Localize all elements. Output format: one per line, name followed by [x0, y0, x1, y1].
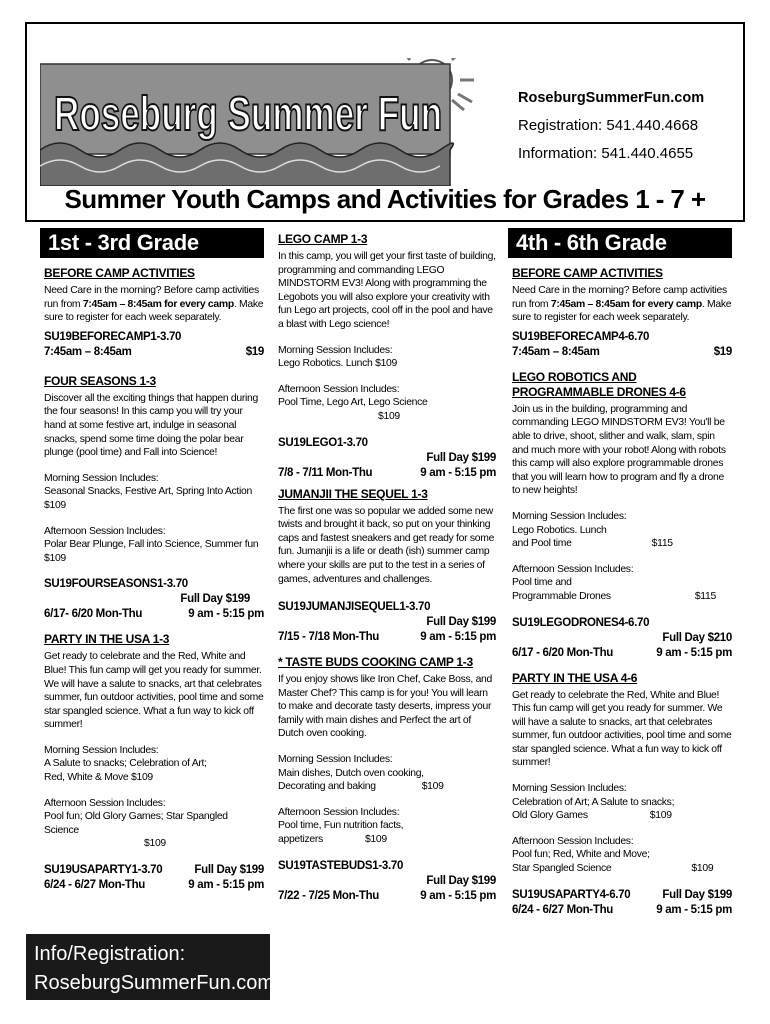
course-code: SU19JUMANJISEQUEL1-3.70 — [278, 601, 431, 614]
session-items: Pool fun; Old Glory Games; Star Spangled Science — [44, 811, 228, 836]
section-text: In this camp, you will get your first taste of building, programming and commanding LEGO MINDSTORM EV3! Along with programming the Legobots you will also explore your creativity with fun Lego art projects, cool off in the pool and have a blast with Lego science! — [278, 251, 496, 330]
session-items: Seasonal Snacks, Festive Art, Spring Into Action — [44, 486, 252, 498]
dates-row: 6/17- 6/20 Mon-Thu 9 am - 5:15 pm — [44, 608, 264, 621]
column-grades-1-3 — [44, 228, 264, 893]
roseburg-summer-fun-logo — [40, 58, 480, 186]
session-label: Morning Session Includes: — [44, 472, 159, 484]
session-items: appetizers $109 — [278, 834, 387, 846]
course-code: SU19FOURSEASONS1-3.70 — [44, 578, 188, 591]
course-code: SU19LEGO1-3.70 — [278, 436, 368, 449]
session-items: Star Spangled Science $109 — [512, 863, 714, 875]
session-price: $109 — [144, 838, 166, 850]
session-items: Decorating and baking $109 — [278, 781, 444, 793]
section-title: LEGO CAMP 1-3 — [278, 232, 368, 246]
session-price: $109 — [44, 499, 66, 511]
session-label: Afternoon Session Includes: — [44, 525, 166, 537]
site-url[interactable]: RoseburgSummerFun.com — [518, 90, 705, 106]
section-title: * TASTE BUDS COOKING CAMP 1-3 — [278, 655, 473, 670]
grade-heading: 4th - 6th Grade — [508, 228, 732, 258]
dates-row: 6/24 - 6/27 Mon-Thu 9 am - 5:15 pm — [512, 903, 732, 916]
section-text: Discover all the exciting things that happen during the four seasons! In this camp you will try your hand at some festive art, indulge in seasonal snacks, spend some time doing the polar bear plunge (pool time) and Fall into Science! — [44, 392, 259, 459]
section-text: Need Care in the morning? Before camp activities run from 7:45am – 8:45am for every camp. Make sure to register for each week separately. — [44, 285, 264, 324]
section-text: Need Care in the morning? Before camp activities run from 7:45am – 8:45am for every camp. Make sure to register for each week separately. — [512, 285, 732, 324]
session-label: Afternoon Session Includes: — [512, 835, 634, 847]
section-title: BEFORE CAMP ACTIVITIES — [44, 266, 195, 280]
dates-row: 6/24 - 6/27 Mon-Thu 9 am - 5:15 pm — [44, 879, 264, 892]
full-day-price: Full Day $210 — [662, 631, 732, 644]
session-items: Lego Robotics. Lunch — [512, 524, 607, 536]
session-label: Morning Session Includes: — [512, 510, 627, 522]
section-title: LEGO ROBOTICS AND PROGRAMMABLE DRONES 4-6 — [512, 369, 686, 399]
session-items: Pool fun; Red, White and Move; — [512, 849, 650, 861]
session-label: Afternoon Session Includes: — [44, 797, 166, 809]
session-items: Red, White & Move $109 — [44, 772, 153, 784]
session-price: $109 — [378, 410, 400, 422]
session-label: Afternoon Session Includes: — [278, 383, 400, 395]
session-label: Afternoon Session Includes: — [512, 563, 634, 575]
section-title: FOUR SEASONS 1-3 — [44, 373, 156, 388]
section-title: PARTY IN THE USA 1-3 — [44, 632, 170, 647]
info-url[interactable]: RoseburgSummerFun.com — [34, 972, 275, 994]
page-title: Summer Youth Camps and Activities for Grades 1 - 7 + — [64, 184, 706, 214]
dates-row: 7/22 - 7/25 Mon-Thu 9 am - 5:15 pm — [278, 889, 496, 902]
information-phone: Information: 541.440.4655 — [518, 145, 694, 162]
info-registration-box[interactable] — [26, 934, 275, 1000]
course-code: SU19BEFORECAMP1-3.70 — [44, 330, 182, 343]
dates-row: 6/17 - 6/20 Mon-Thu 9 am - 5:15 pm — [512, 646, 732, 659]
session-label: Morning Session Includes: — [512, 783, 627, 795]
session-label: Morning Session Includes: — [44, 744, 159, 756]
session-items: Main dishes, Dutch oven cooking, — [278, 767, 424, 779]
course-code: SU19BEFORECAMP4-6.70 — [512, 330, 650, 343]
registration-phone: Registration: 541.440.4668 — [518, 117, 699, 134]
logo-text: Roseburg Summer Fun — [54, 88, 442, 141]
code-price-row: SU19USAPARTY1-3.70 Full Day $199 — [44, 864, 264, 877]
session-items: Old Glory Games $109 — [512, 810, 672, 822]
info-label: Info/Registration: — [34, 943, 186, 965]
section-title: BEFORE CAMP ACTIVITIES — [512, 266, 663, 280]
dates-row: 7/15 - 7/18 Mon-Thu 9 am - 5:15 pm — [278, 631, 496, 644]
session-items: Lego Robotics. Lunch $109 — [278, 358, 398, 370]
full-day-price: Full Day $199 — [426, 451, 496, 464]
session-items: Pool time, Fun nutrition facts, — [278, 820, 404, 832]
session-label: Morning Session Includes: — [278, 754, 393, 766]
session-items: Celebration of Art; A Salute to snacks; — [512, 796, 675, 808]
code-price-row: SU19USAPARTY4-6.70 Full Day $199 — [512, 888, 732, 901]
session-items: Pool Time, Lego Art, Lego Science — [278, 397, 428, 409]
course-code: SU19LEGODRONES4-6.70 — [512, 616, 650, 629]
dates-row: 7/8 - 7/11 Mon-Thu 9 am - 5:15 pm — [278, 466, 496, 479]
column-lego-camps — [278, 228, 496, 904]
full-day-price: Full Day $199 — [426, 874, 496, 887]
section-text: Get ready to celebrate and the Red, White and Blue! This fun camp will get you ready for summer. We will have a salute to snacks, art that celebrates summer, fun outdoor activities, pool time and some star spangled science. What a fun way to kick off summer! — [44, 651, 264, 731]
full-day-price: Full Day $199 — [180, 593, 250, 606]
session-items: Pool time and — [512, 577, 572, 589]
course-code: SU19TASTEBUDS1-3.70 — [278, 859, 404, 872]
section-text: Get ready to celebrate the Red, White and Blue! This fun camp will get you ready for summer. We will have a salute to snacks, art that celebrates summer, fun outdoor activities, pool time and some star spangled science. What a fun way to kick off summer! — [512, 689, 732, 769]
section-text: Join us in the building, programming and commanding LEGO MINDSTORM EV3! You'll be able to drive, shoot, slither and walk, slam, spin and much more with your robot! Along with robots this camp will also explore programmable drones that you will learn how to program and fly a drone to new heights! — [512, 403, 726, 497]
session-items: Polar Bear Plunge, Fall into Science, Summer fun — [44, 539, 259, 551]
full-day-price: Full Day $199 — [426, 616, 496, 629]
time-price-row: 7:45am – 8:45am $19 — [512, 345, 732, 358]
section-text: The first one was so popular we added some new twists and brought it back, so put on your thinking caps and fastest sneakers and get ready for some fun. Jumanjii is a life or death (ish) summer camp where your skills are put to the test in a series of games, adventures and challenges. — [278, 505, 495, 585]
section-text: If you enjoy shows like Iron Chef, Cake Boss, and Master Chef? This camp is for you! You will learn to make and decorate tasty deserts, impress your family with main dishes and Perfect the art of Dutch oven cooking. — [278, 674, 493, 740]
session-items: Programmable Drones $115 — [512, 590, 716, 602]
contact-block — [518, 88, 704, 172]
time-price-row: 7:45am – 8:45am $19 — [44, 345, 264, 358]
session-price: $109 — [44, 552, 66, 564]
session-items: and Pool time $115 — [512, 538, 673, 550]
session-label: Morning Session Includes: — [278, 344, 393, 356]
section-title: JUMANJII THE SEQUEL 1-3 — [278, 486, 428, 501]
session-label: Afternoon Session Includes: — [278, 806, 400, 818]
section-title: PARTY IN THE USA 4-6 — [512, 670, 638, 685]
grade-heading: 1st - 3rd Grade — [40, 228, 264, 258]
column-grades-4-6 — [512, 228, 732, 918]
session-items: A Salute to snacks; Celebration of Art; — [44, 758, 207, 770]
